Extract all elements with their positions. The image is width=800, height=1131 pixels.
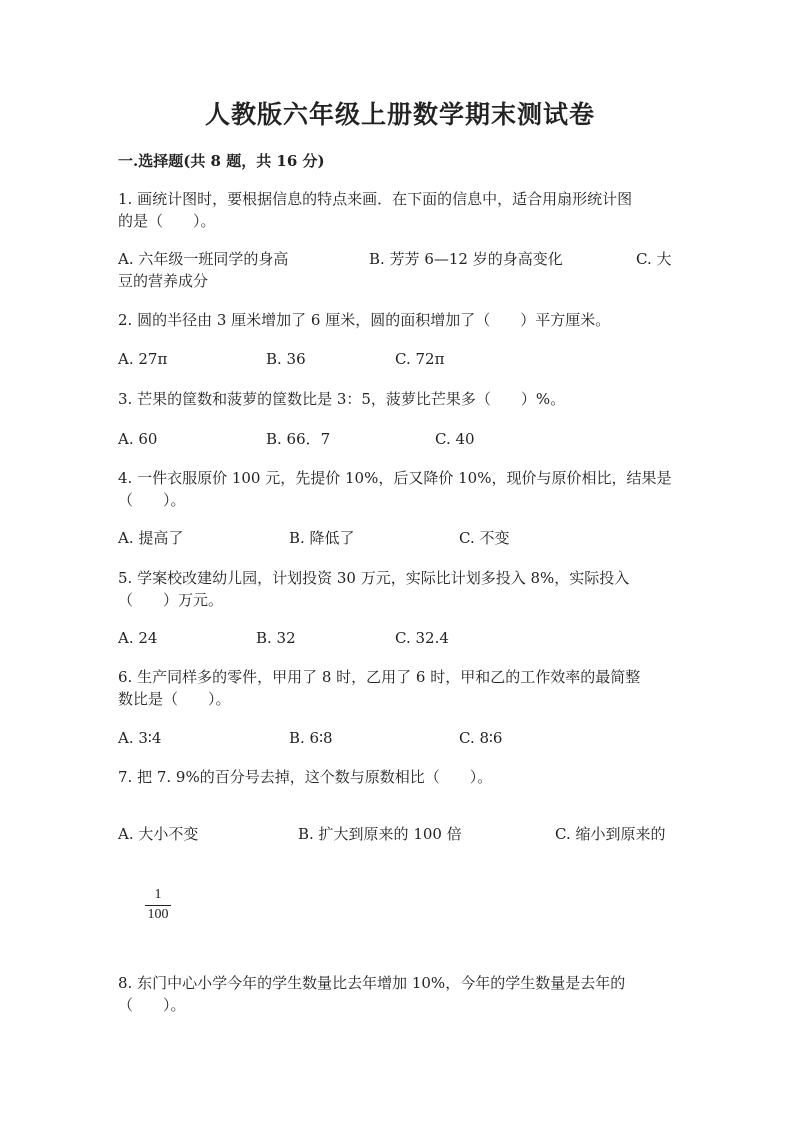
question-6: [118, 666, 688, 710]
fraction-numerator: 1: [145, 887, 171, 906]
q1-option-c-continued: 豆的营养成分: [118, 272, 209, 290]
q2-option-a: A. 27π: [118, 350, 168, 368]
question-4-line-1: 4. 一件衣服原价 100 元，先提价 10%，后又降价 10%，现价与原价相比，结果是: [118, 469, 672, 487]
question-5-line-1: 5. 学案校改建幼儿园，计划投资 30 万元，实际比计划多投入 8%，实际投入: [118, 569, 630, 587]
q6-option-c: C. 8∶6: [459, 729, 503, 747]
question-5-line-2: （ ）万元。: [118, 591, 224, 609]
q4-option-a: A. 提高了: [118, 529, 184, 547]
q5-option-a: A. 24: [118, 629, 158, 647]
fraction-denominator: 100: [147, 907, 169, 922]
q4-option-c: C. 不变: [459, 529, 510, 547]
q7-option-b: B. 扩大到原来的 100 倍: [298, 825, 462, 843]
q3-option-c: C. 40: [435, 430, 475, 448]
page-title: 人教版六年级上册数学期末测试卷: [204, 100, 595, 129]
question-1-line-2: 的是（ ）。: [118, 212, 216, 230]
question-1: [118, 188, 688, 232]
q4-option-b: B. 降低了: [289, 529, 355, 547]
question-1-line-1: 1. 画统计图时，要根据信息的特点来画．在下面的信息中，适合用扇形统计图: [118, 190, 633, 208]
question-6-line-2: 数比是（ ）。: [118, 690, 231, 708]
question-8-line-2: （ ）。: [118, 996, 186, 1014]
q5-option-b: B. 32: [256, 629, 296, 647]
q1-option-a: A. 六年级一班同学的身高: [118, 250, 289, 268]
question-8: [118, 972, 688, 1016]
question-5: [118, 567, 688, 611]
question-7: 7. 把 7. 9%的百分号去掉，这个数与原数相比（ ）。: [118, 768, 493, 786]
q3-option-b: B. 66．7: [266, 430, 331, 448]
q2-option-b: B. 36: [266, 350, 306, 368]
question-8-line-1: 8. 东门中心小学今年的学生数量比去年增加 10%，今年的学生数量是去年的: [118, 974, 626, 992]
question-4-line-2: （ ）。: [118, 491, 186, 509]
q6-option-a: A. 3∶4: [118, 729, 162, 747]
section-heading: 一.选择题(共 8 题，共 16 分): [118, 152, 325, 170]
question-2: 2. 圆的半径由 3 厘米增加了 6 厘米，圆的面积增加了（ ）平方厘米。: [118, 311, 611, 329]
q6-option-b: B. 6∶8: [289, 729, 333, 747]
q2-option-c: C. 72π: [395, 350, 445, 368]
question-4: [118, 467, 688, 511]
q1-option-b: B. 芳芳 6—12 岁的身高变化: [369, 250, 563, 268]
q7-option-c-fraction: [145, 887, 171, 923]
q3-option-a: A. 60: [118, 430, 158, 448]
q5-option-c: C. 32.4: [395, 629, 449, 647]
q1-option-c: C. 大: [636, 250, 672, 268]
question-6-line-1: 6. 生产同样多的零件，甲用了 8 时，乙用了 6 时，甲和乙的工作效率的最简整: [118, 668, 641, 686]
question-3: 3. 芒果的筐数和菠萝的筐数比是 3：5，菠萝比芒果多（ ）%。: [118, 390, 566, 408]
q7-option-a: A. 大小不变: [118, 825, 199, 843]
q7-option-c: C. 缩小到原来的: [555, 825, 666, 843]
